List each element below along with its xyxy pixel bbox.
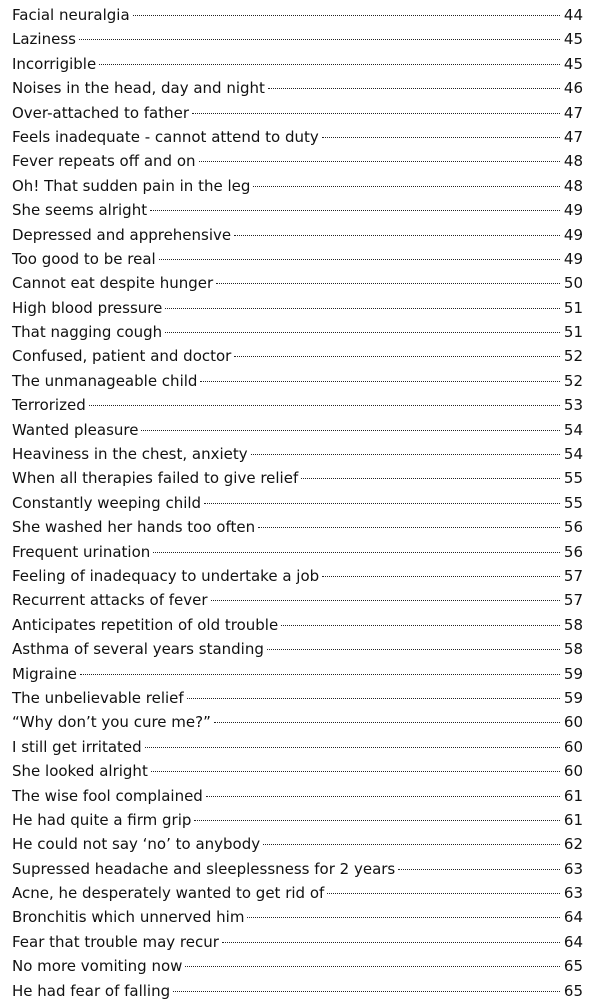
dot-leader [194, 820, 560, 821]
toc-entry-title: Bronchitis which unnerved him [12, 908, 245, 927]
toc-entry-title: Depressed and apprehensive [12, 225, 232, 244]
toc-entry [12, 247, 583, 271]
toc-entry-page-number: 54 [563, 420, 583, 439]
dot-leader [79, 39, 560, 40]
toc-entry [12, 198, 583, 222]
toc-entry-page-number: 49 [563, 225, 583, 244]
dot-leader [322, 576, 560, 577]
toc-entry [12, 808, 583, 832]
dot-leader [200, 381, 560, 382]
toc-entry [12, 369, 583, 393]
toc-entry [12, 442, 583, 466]
dot-leader [247, 917, 560, 918]
toc-entry-page-number: 58 [563, 640, 583, 659]
toc-entry-page-number: 53 [563, 396, 583, 415]
toc-entry [12, 491, 583, 515]
toc-entry-title: Incorrigible [12, 54, 97, 73]
toc-entry-page-number: 64 [563, 908, 583, 927]
dot-leader [153, 552, 560, 553]
toc-entry-page-number: 51 [563, 323, 583, 342]
toc-entry-page-number: 48 [563, 152, 583, 171]
toc-entry-page-number: 50 [563, 274, 583, 293]
dot-leader [234, 356, 560, 357]
toc-entry-page-number: 58 [563, 615, 583, 634]
dot-leader [214, 722, 560, 723]
toc-entry-page-number: 57 [563, 591, 583, 610]
table-of-contents [12, 3, 583, 1003]
toc-entry [12, 637, 583, 661]
toc-entry-page-number: 59 [563, 664, 583, 683]
dot-leader [301, 478, 560, 479]
dot-leader [216, 283, 560, 284]
toc-entry-title: The unmanageable child [12, 371, 198, 390]
dot-leader [268, 88, 560, 89]
toc-entry-page-number: 56 [563, 542, 583, 561]
dot-leader [192, 113, 560, 114]
toc-entry-title: Wanted pleasure [12, 420, 139, 439]
toc-entry-page-number: 52 [563, 347, 583, 366]
toc-entry-page-number: 62 [563, 835, 583, 854]
dot-leader [398, 869, 560, 870]
dot-leader [211, 600, 560, 601]
toc-entry-page-number: 55 [563, 493, 583, 512]
toc-entry-title: No more vomiting now [12, 957, 183, 976]
toc-entry [12, 710, 583, 734]
toc-entry-title: He could not say ‘no’ to anybody [12, 835, 261, 854]
toc-entry [12, 52, 583, 76]
toc-entry [12, 174, 583, 198]
dot-leader [281, 625, 560, 626]
dot-leader [150, 210, 560, 211]
toc-entry-title: Migraine [12, 664, 77, 683]
toc-entry [12, 3, 583, 27]
toc-entry [12, 540, 583, 564]
dot-leader [263, 844, 560, 845]
dot-leader [206, 796, 560, 797]
toc-entry-page-number: 61 [563, 786, 583, 805]
dot-leader [165, 332, 560, 333]
toc-entry-page-number: 45 [563, 30, 583, 49]
dot-leader [234, 235, 560, 236]
toc-entry-title: Fever repeats off and on [12, 152, 196, 171]
dot-leader [267, 649, 560, 650]
toc-entry-page-number: 60 [563, 713, 583, 732]
toc-entry-title: She seems alright [12, 201, 148, 220]
toc-entry-title: Feeling of inadequacy to undertake a job [12, 566, 320, 585]
dot-leader [251, 454, 560, 455]
toc-entry-page-number: 61 [563, 810, 583, 829]
toc-entry-title: Terrorized [12, 396, 86, 415]
dot-leader [145, 747, 560, 748]
toc-entry-title: “Why don’t you cure me?” [12, 713, 211, 732]
toc-entry-page-number: 51 [563, 298, 583, 317]
toc-entry [12, 954, 583, 978]
toc-entry-title: Frequent urination [12, 542, 151, 561]
toc-entry [12, 588, 583, 612]
toc-entry-title: Facial neuralgia [12, 6, 130, 24]
toc-entry-page-number: 46 [563, 79, 583, 98]
dot-leader [327, 893, 560, 894]
dot-leader [80, 674, 560, 675]
dot-leader [141, 430, 560, 431]
toc-entry [12, 271, 583, 295]
toc-entry [12, 905, 583, 929]
toc-entry-page-number: 48 [563, 176, 583, 195]
toc-entry-title: Over-attached to father [12, 103, 190, 122]
toc-entry [12, 662, 583, 686]
toc-entry [12, 784, 583, 808]
toc-entry-title: Anticipates repetition of old trouble [12, 615, 279, 634]
toc-entry-page-number: 45 [563, 54, 583, 73]
toc-entry-title: Supressed headache and sleeplessness for 2 years [12, 859, 396, 878]
toc-entry-title: Laziness [12, 30, 76, 49]
toc-entry-title: Feels inadequate - cannot attend to duty [12, 127, 319, 146]
toc-entry-page-number: 65 [563, 957, 583, 976]
toc-entry [12, 832, 583, 856]
toc-entry [12, 857, 583, 881]
toc-entry-title: Cannot eat despite hunger [12, 274, 214, 293]
toc-entry-page-number: 57 [563, 566, 583, 585]
toc-entry-title: She looked alright [12, 762, 148, 781]
toc-entry-title: Confused, patient and doctor [12, 347, 232, 366]
toc-entry [12, 125, 583, 149]
toc-entry-title: He had quite a firm grip [12, 810, 192, 829]
toc-entry [12, 466, 583, 490]
toc-entry-page-number: 49 [563, 201, 583, 220]
toc-entry-title: Constantly weeping child [12, 493, 202, 512]
dot-leader [222, 942, 560, 943]
toc-entry [12, 320, 583, 344]
toc-entry [12, 930, 583, 954]
dot-leader [258, 527, 560, 528]
toc-entry [12, 101, 583, 125]
toc-entry-title: He had fear of falling [12, 981, 171, 1000]
toc-entry-page-number: 63 [563, 884, 583, 903]
toc-entry-title: Acne, he desperately wanted to get rid of [12, 884, 325, 903]
toc-entry-title: Heaviness in the chest, anxiety [12, 445, 248, 464]
dot-leader [159, 259, 560, 260]
toc-entry-title: That nagging cough [12, 323, 163, 342]
toc-entry [12, 735, 583, 759]
toc-entry-page-number: 63 [563, 859, 583, 878]
toc-entry [12, 613, 583, 637]
dot-leader [151, 771, 560, 772]
toc-entry-title: The unbelievable relief [12, 688, 184, 707]
toc-entry [12, 149, 583, 173]
toc-entry-title: High blood pressure [12, 298, 163, 317]
toc-entry [12, 27, 583, 51]
toc-entry-title: Fear that trouble may recur [12, 932, 219, 951]
toc-entry-title: I still get irritated [12, 737, 142, 756]
dot-leader [322, 137, 560, 138]
toc-entry-title: The wise fool complained [12, 786, 203, 805]
toc-entry-page-number: 59 [563, 688, 583, 707]
dot-leader [204, 503, 560, 504]
toc-entry-page-number: 56 [563, 518, 583, 537]
toc-entry [12, 686, 583, 710]
dot-leader [99, 64, 560, 65]
toc-entry [12, 76, 583, 100]
toc-entry [12, 223, 583, 247]
toc-entry-page-number: 55 [563, 469, 583, 488]
dot-leader [199, 161, 560, 162]
toc-entry-page-number: 65 [563, 981, 583, 1000]
toc-entry-title: Oh! That sudden pain in the leg [12, 176, 251, 195]
toc-entry-title: She washed her hands too often [12, 518, 256, 537]
toc-entry-title: Too good to be real [12, 249, 156, 268]
toc-entry-page-number: 44 [563, 6, 583, 24]
dot-leader [133, 15, 560, 16]
toc-entry [12, 564, 583, 588]
dot-leader [253, 186, 560, 187]
toc-entry [12, 296, 583, 320]
toc-entry-page-number: 54 [563, 445, 583, 464]
toc-entry-page-number: 47 [563, 103, 583, 122]
toc-entry-page-number: 60 [563, 762, 583, 781]
toc-entry [12, 418, 583, 442]
toc-entry-page-number: 47 [563, 127, 583, 146]
toc-entry-title: Asthma of several years standing [12, 640, 264, 659]
toc-entry-page-number: 52 [563, 371, 583, 390]
toc-entry-title: When all therapies failed to give relief [12, 469, 299, 488]
toc-entry [12, 344, 583, 368]
toc-entry [12, 393, 583, 417]
toc-entry [12, 881, 583, 905]
dot-leader [187, 698, 560, 699]
toc-entry-page-number: 64 [563, 932, 583, 951]
toc-entry-title: Recurrent attacks of fever [12, 591, 208, 610]
toc-entry-page-number: 60 [563, 737, 583, 756]
toc-entry-title: Noises in the head, day and night [12, 79, 265, 98]
toc-entry [12, 515, 583, 539]
dot-leader [89, 405, 560, 406]
toc-entry-page-number: 49 [563, 249, 583, 268]
dot-leader [165, 308, 560, 309]
dot-leader [185, 966, 560, 967]
toc-entry [12, 759, 583, 783]
